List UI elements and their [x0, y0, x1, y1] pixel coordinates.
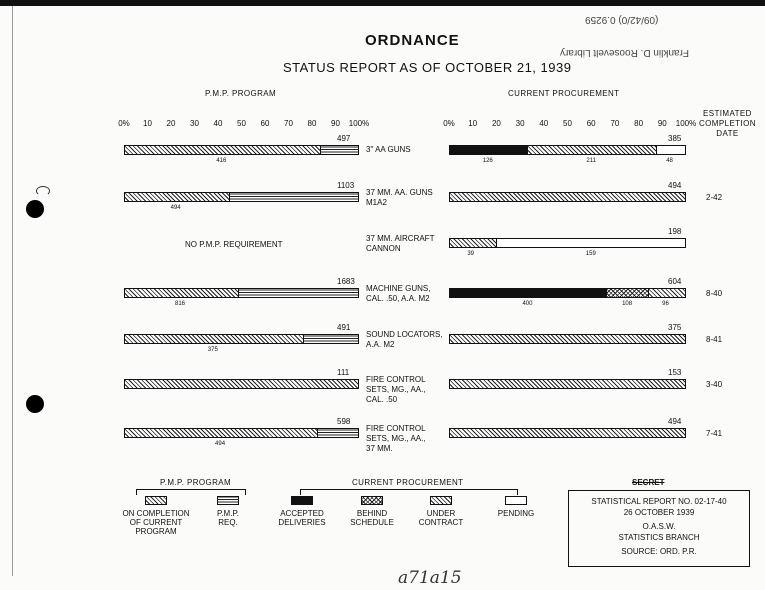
procurement-bar — [449, 288, 686, 298]
pmp-bar-requirement — [320, 146, 358, 154]
procurement-segment-under — [648, 289, 686, 297]
archive-number-stamp: (09/42/0) 0.9259 — [585, 14, 659, 25]
legend-label: ACCEPTED DELIVERIES — [278, 509, 326, 527]
tick-label-right: 50 — [563, 119, 572, 128]
pmp-bar — [124, 334, 359, 344]
report-date: 26 OCTOBER 1939 — [623, 508, 695, 517]
pmp-total: 598 — [337, 417, 351, 426]
legend-label: UNDER CONTRACT — [418, 509, 464, 527]
secret-label: SECRET — [632, 478, 665, 487]
procurement-segment-behind — [606, 289, 649, 297]
tick-label-right: 40 — [539, 119, 549, 128]
pmp-segment-value: 494 — [170, 205, 181, 211]
procurement-segment-value: 108 — [622, 301, 633, 307]
tick-label-right: 20 — [491, 119, 501, 128]
punch-hole-icon — [26, 200, 44, 218]
procurement-segment-under — [450, 335, 685, 343]
pmp-segment-value: 375 — [207, 347, 218, 353]
tick-label-left: 80 — [307, 119, 317, 128]
item-label: MACHINE GUNS, CAL. .50, A.A. M2 — [366, 284, 431, 303]
tick-label-right: 80 — [634, 119, 644, 128]
pmp-bar — [124, 288, 359, 298]
tick-label-left: 30 — [190, 119, 199, 128]
report-org: O.A.S.W. — [642, 522, 676, 531]
tick-label-right: 10 — [468, 119, 478, 128]
legend-swatch-diag — [145, 496, 167, 505]
legend-swatch-diag — [430, 496, 452, 505]
pmp-segment-value: 816 — [174, 301, 185, 307]
report-branch: STATISTICS BRANCH — [618, 533, 700, 542]
pmp-bar-completion — [125, 193, 229, 201]
tick-label-left: 60 — [260, 119, 270, 128]
pmp-total: 1103 — [337, 181, 355, 190]
archive-library-stamp: Franklin D. Roosevelt Library — [560, 47, 689, 58]
procurement-segment-value: 159 — [585, 251, 596, 257]
pmp-bar — [124, 379, 359, 389]
procurement-bar — [449, 192, 686, 202]
hole-ring-icon — [36, 186, 50, 196]
left-section-header: P.M.P. PROGRAM — [205, 89, 277, 98]
report-number: STATISTICAL REPORT NO. 02-17-40 — [591, 497, 727, 506]
legend-label: ON COMPLETION OF CURRENT PROGRAM — [122, 509, 190, 536]
completion-header: ESTIMATED COMPLETION DATE — [699, 109, 756, 138]
legend-swatch-solid — [291, 496, 313, 505]
tick-label-left: 20 — [166, 119, 176, 128]
tick-label-right: 70 — [610, 119, 620, 128]
pmp-total: 497 — [337, 134, 351, 143]
report-source: SOURCE: ORD. P.R. — [621, 547, 697, 556]
procurement-total: 385 — [668, 134, 682, 143]
right-section-header: CURRENT PROCUREMENT — [508, 89, 620, 98]
tick-label-left: 40 — [213, 119, 223, 128]
punch-hole-icon — [26, 395, 44, 413]
completion-date: 2-42 — [706, 193, 723, 202]
item-label: 37 MM. AIRCRAFT CANNON — [366, 234, 435, 253]
procurement-segment-value: 211 — [586, 158, 596, 164]
pmp-bar — [124, 428, 359, 438]
scan-left-border — [12, 6, 13, 576]
legend-label: PENDING — [497, 509, 535, 518]
tick-label-right: 60 — [586, 119, 596, 128]
tick-label-right: 100% — [675, 119, 697, 128]
procurement-segment-under — [450, 429, 685, 437]
tick-label-right: 30 — [515, 119, 525, 128]
item-label: FIRE CONTROL SETS, MG., AA., CAL. .50 — [366, 375, 426, 404]
legend-proc-bracket — [300, 489, 518, 495]
procurement-bar — [449, 334, 686, 344]
tick-label-left: 100% — [348, 119, 370, 128]
legend-pmp-bracket — [136, 489, 246, 495]
pmp-bar-completion — [125, 429, 317, 437]
pmp-bar-requirement — [303, 335, 358, 343]
tick-label-left: 10 — [143, 119, 152, 128]
procurement-segment-value: 126 — [482, 158, 493, 164]
procurement-total: 153 — [668, 368, 682, 377]
procurement-segment-under — [450, 380, 685, 388]
item-label: SOUND LOCATORS, A.A. M2 — [366, 330, 443, 349]
pmp-bar-requirement — [229, 193, 358, 201]
tick-label-right: 90 — [657, 119, 667, 128]
legend-label: BEHIND SCHEDULE — [350, 509, 394, 527]
completion-date: 8-40 — [706, 289, 723, 298]
completion-date: 3-40 — [706, 380, 723, 389]
procurement-segment-under — [450, 239, 496, 247]
pmp-segment-value: 416 — [216, 158, 227, 164]
completion-date: 8-41 — [706, 335, 723, 344]
legend-pmp-title: P.M.P. PROGRAM — [160, 478, 232, 487]
pmp-bar-completion — [125, 146, 320, 154]
handwritten-note: a71a15 — [398, 568, 462, 588]
procurement-segment-under — [450, 193, 685, 201]
item-label: 3" AA GUNS — [366, 145, 411, 154]
pmp-bar-completion — [125, 380, 358, 388]
pmp-bar — [124, 192, 359, 202]
tick-label-left: 90 — [331, 119, 340, 128]
procurement-segment-pending — [656, 146, 686, 154]
pmp-bar-completion — [125, 289, 238, 297]
page-subtitle: STATUS REPORT AS OF OCTOBER 21, 1939 — [283, 60, 572, 75]
procurement-total: 494 — [668, 181, 682, 190]
procurement-total: 604 — [668, 277, 682, 286]
legend-label: P.M.P. REQ. — [217, 509, 239, 527]
scan-top-border — [0, 0, 765, 6]
procurement-segment-under — [527, 146, 657, 154]
tick-label-left: 0% — [118, 119, 130, 128]
procurement-segment-accepted — [450, 289, 606, 297]
pmp-segment-value: 494 — [215, 441, 226, 447]
procurement-bar — [449, 238, 686, 248]
completion-date: 7-41 — [706, 429, 723, 438]
procurement-bar — [449, 428, 686, 438]
no-pmp-note: NO P.M.P. REQUIREMENT — [185, 240, 283, 249]
page-title: ORDNANCE — [365, 32, 460, 49]
procurement-segment-pending — [496, 239, 686, 247]
procurement-bar — [449, 145, 686, 155]
legend-swatch-horiz — [217, 496, 239, 505]
procurement-total: 494 — [668, 417, 682, 426]
item-label: FIRE CONTROL SETS, MG., AA., 37 MM. — [366, 424, 426, 453]
item-label: 37 MM. AA. GUNS M1A2 — [366, 188, 433, 207]
procurement-segment-value: 96 — [662, 301, 669, 307]
procurement-segment-value: 48 — [666, 158, 673, 164]
legend-swatch-pend — [505, 496, 527, 505]
report-stamp-box — [568, 490, 750, 567]
tick-label-right: 0% — [443, 119, 455, 128]
pmp-total: 111 — [337, 368, 350, 377]
pmp-bar-requirement — [317, 429, 358, 437]
tick-label-left: 50 — [237, 119, 246, 128]
pmp-bar — [124, 145, 359, 155]
procurement-bar — [449, 379, 686, 389]
procurement-segment-value: 400 — [522, 301, 533, 307]
tick-label-left: 70 — [284, 119, 293, 128]
legend-proc-title: CURRENT PROCUREMENT — [352, 478, 464, 487]
pmp-bar-completion — [125, 335, 303, 343]
procurement-segment-accepted — [450, 146, 527, 154]
pmp-bar-requirement — [238, 289, 358, 297]
pmp-total: 491 — [337, 323, 351, 332]
pmp-total: 1683 — [337, 277, 355, 286]
procurement-segment-value: 39 — [467, 251, 475, 257]
legend-swatch-cross — [361, 496, 383, 505]
procurement-total: 375 — [668, 323, 682, 332]
procurement-total: 198 — [668, 227, 682, 236]
